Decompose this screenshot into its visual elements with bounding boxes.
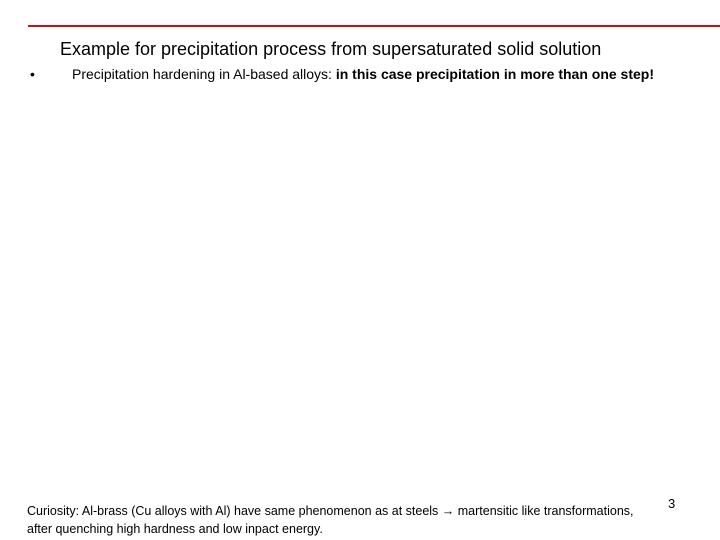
bullet-lead-text: Precipitation hardening in Al-based alloys: — [72, 66, 336, 82]
footnote: Curiosity: Al-brass (Cu alloys with Al) have same phenomenon as at steels → martensitic like transformations, after quenching high hardness and low inpact energy. — [27, 504, 634, 536]
page-number: 3 — [668, 496, 676, 511]
bullet-item — [30, 64, 680, 84]
bullet-list — [30, 64, 680, 84]
bullet-emphasis-text: in this case precipitation in more than one step! — [335, 66, 654, 82]
bullet-marker: • — [30, 66, 35, 82]
slide-title: Example for precipitation process from supersaturated solid solution — [60, 39, 602, 59]
top-accent-rule — [28, 25, 720, 27]
